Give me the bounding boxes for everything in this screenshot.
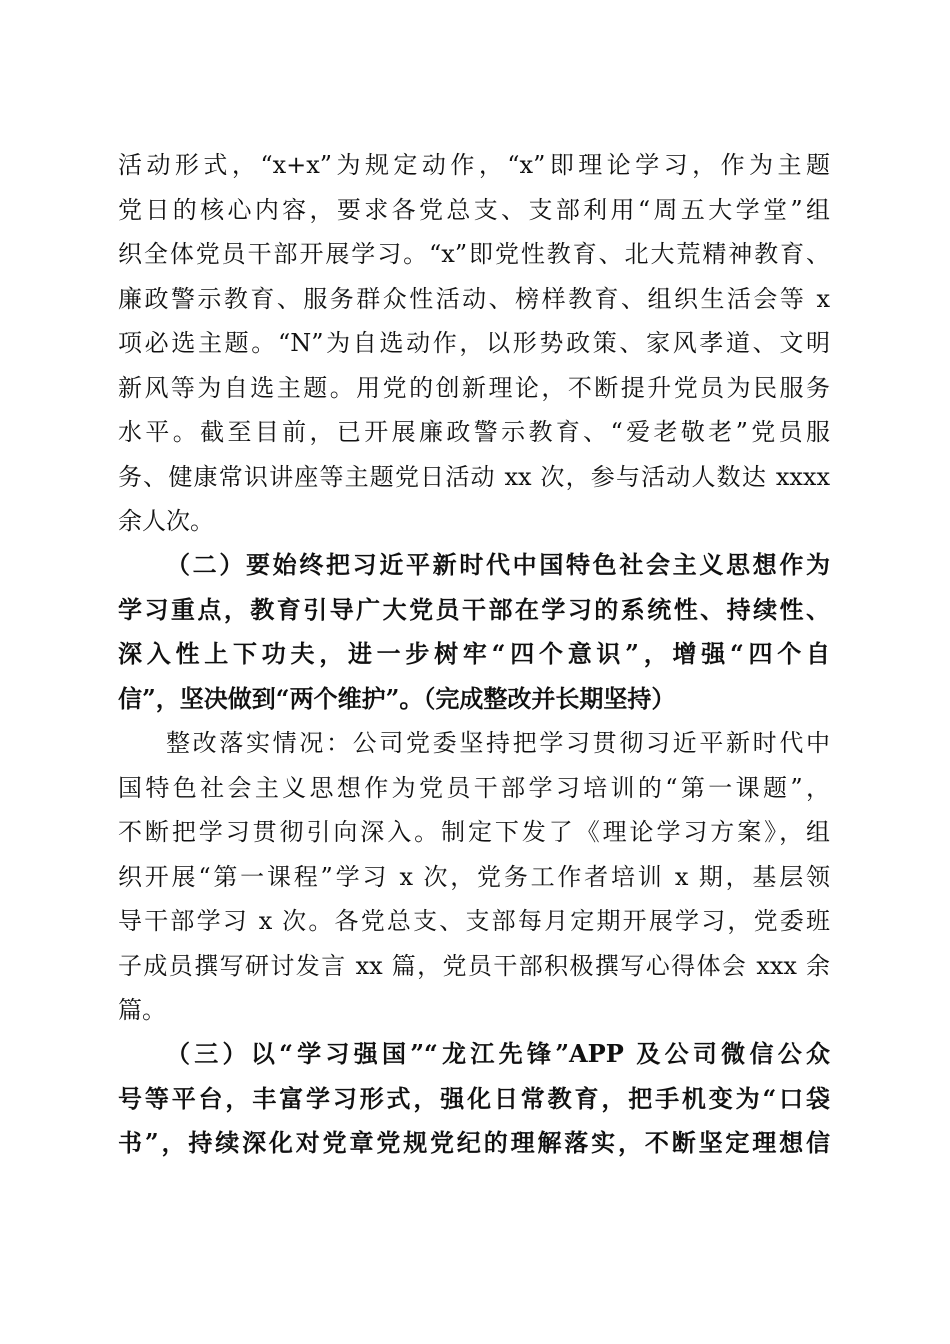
text-line: 子成员撰写研讨发言 xx 篇，党员干部积极撰写心得体会 xxx 余	[118, 951, 830, 980]
text-line: 号等平台，丰富学习形式，强化日常教育，把手机变为“口袋	[118, 1083, 830, 1113]
text-line: 廉政警示教育、服务群众性活动、榜样教育、组织生活会等 x	[118, 284, 830, 313]
text-line: 党日的核心内容，要求各党总支、支部利用“周五大学堂”组	[118, 195, 830, 224]
text-line: 整改落实情况：公司党委坚持把学习贯彻习近平新时代中	[166, 729, 830, 757]
text-line: （三）以“学习强国”“龙江先锋”APP 及公司微信公众	[166, 1039, 830, 1068]
text-line: 务、健康常识讲座等主题党日活动 xx 次，参与活动人数达 xxxx	[118, 462, 830, 491]
section-heading-2	[118, 543, 830, 721]
text-line: （二）要始终把习近平新时代中国特色社会主义思想作为	[166, 550, 830, 579]
paragraph-activity-form	[118, 143, 830, 544]
text-line: 织开展“第一课程”学习 x 次，党务工作者培训 x 期，基层领	[118, 862, 830, 891]
text-line: 织全体党员干部开展学习。“x”即党性教育、北大荒精神教育、	[118, 240, 830, 268]
text-line: 不断把学习贯彻引向深入。制定下发了《理论学习方案》，组	[118, 818, 830, 846]
text-line: 水平。截至目前，已开展廉政警示教育、“爱老敬老”党员服	[118, 418, 830, 446]
text-line: 活动形式，“x+x”为规定动作，“x”即理论学习，作为主题	[118, 151, 830, 179]
paragraph-rectification-status	[118, 721, 830, 1033]
text-line: 深入性上下功夫，进一步树牢“四个意识”，增强“四个自	[118, 639, 830, 668]
text-line: 国特色社会主义思想作为党员干部学习培训的“第一课题”，	[118, 773, 830, 802]
text-line: 书”，持续深化对党章党规党纪的理解落实，不断坚定理想信	[118, 1128, 830, 1157]
text-line: 新风等为自选主题。用党的创新理论，不断提升党员为民服务	[118, 373, 830, 402]
text-line: 余人次。	[118, 507, 214, 535]
section-heading-3	[118, 1032, 830, 1166]
text-line: 导干部学习 x 次。各党总支、支部每月定期开展学习，党委班	[118, 907, 830, 935]
text-line: 项必选主题。“N”为自选动作，以形势政策、家风孝道、文明	[118, 329, 830, 357]
text-line: 信”，坚决做到“两个维护”。（完成整改并长期坚持）	[118, 683, 676, 713]
text-line: 篇。	[118, 996, 166, 1024]
text-line: 学习重点，教育引导广大党员干部在学习的系统性、持续性、	[118, 594, 830, 624]
